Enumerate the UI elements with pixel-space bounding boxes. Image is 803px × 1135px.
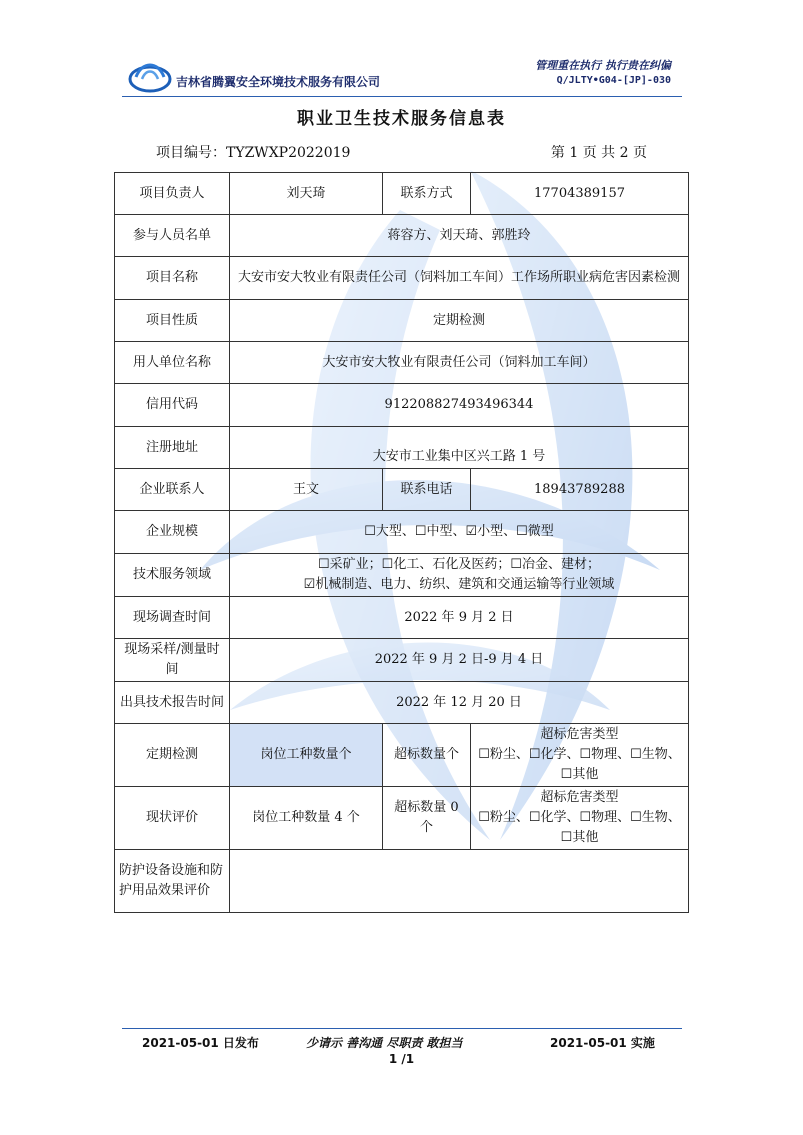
footer-divider <box>122 1028 682 1029</box>
hazard-title: 超标危害类型 <box>540 790 619 805</box>
label-cell: 技术服务领域 <box>115 554 230 597</box>
value-cell <box>230 554 689 597</box>
header-slogan: 管理重在执行 执行贵在纠偏 <box>535 59 671 72</box>
value-cell: 王文 <box>230 469 383 511</box>
table-row <box>115 724 689 787</box>
table-row <box>115 850 689 913</box>
label-cell: 参与人员名单 <box>115 215 230 257</box>
table-row <box>115 511 689 554</box>
value-cell: 17704389157 <box>471 173 689 215</box>
page-title: 职业卫生技术服务信息表 <box>297 109 506 129</box>
implement-date: 2021-05-01 实施 <box>550 1036 655 1050</box>
label-cell: 信用代码 <box>115 384 230 427</box>
label-cell: 项目负责人 <box>115 173 230 215</box>
label-cell: 企业联系人 <box>115 469 230 511</box>
company-name: 吉林省腾翼安全环境技术服务有限公司 <box>176 75 381 89</box>
domain-line-2: ☑机械制造、电力、纺织、建筑和交通运输等行业领域 <box>303 577 615 592</box>
value-cell: 大安市工业集中区兴工路 1 号 <box>230 427 689 469</box>
hazard-types: ☐粉尘、☐化学、☐物理、☐生物、☐其他 <box>478 747 681 782</box>
label-cell: 联系方式 <box>383 173 471 215</box>
label-cell: 项目名称 <box>115 257 230 300</box>
info-table <box>114 172 689 913</box>
value-cell: ☐大型、☐中型、☑小型、☐微型 <box>230 511 689 554</box>
table-row <box>115 639 689 682</box>
label-cell: 项目性质 <box>115 300 230 342</box>
domain-line-1: ☐采矿业；☐化工、石化及医药；☐冶金、建材； <box>318 557 600 572</box>
label-cell: 现场采样/测量时间 <box>115 639 230 682</box>
table-row <box>115 215 689 257</box>
header-divider <box>122 96 682 97</box>
table-row <box>115 257 689 300</box>
table-row <box>115 300 689 342</box>
value-cell: 2022 年 9 月 2 日 <box>230 597 689 639</box>
value-cell <box>230 850 689 913</box>
value-cell: 大安市安大牧业有限责任公司（饲料加工车间） <box>230 342 689 384</box>
table-row <box>115 554 689 597</box>
exceed-cell: 超标数量 0 个 <box>383 787 471 850</box>
footer-page-number: 1 /1 <box>388 1052 415 1066</box>
exceed-cell: 超标数量个 <box>383 724 471 787</box>
table-row <box>115 342 689 384</box>
hazard-types: ☐粉尘、☐化学、☐物理、☐生物、☐其他 <box>478 810 681 845</box>
label-cell: 现状评价 <box>115 787 230 850</box>
table-row <box>115 469 689 511</box>
label-cell: 用人单位名称 <box>115 342 230 384</box>
project-number: 项目编号：TYZWXP2022019 <box>156 145 351 161</box>
label-cell: 定期检测 <box>115 724 230 787</box>
hazard-title: 超标危害类型 <box>540 727 619 742</box>
document-code: Q/JLTY•G04-[JP]-030 <box>556 75 671 86</box>
company-logo <box>128 55 172 93</box>
footer-motto: 少请示 善沟通 尽职责 敢担当 <box>306 1036 463 1050</box>
table-row <box>115 384 689 427</box>
label-cell: 出具技术报告时间 <box>115 682 230 724</box>
table-row <box>115 682 689 724</box>
positions-cell: 岗位工种数量 4 个 <box>230 787 383 850</box>
hazard-cell <box>471 787 689 850</box>
value-cell: 刘天琦 <box>230 173 383 215</box>
label-cell: 企业规模 <box>115 511 230 554</box>
label-cell: 现场调查时间 <box>115 597 230 639</box>
table-row <box>115 787 689 850</box>
value-cell: 912208827493496344 <box>230 384 689 427</box>
value-cell: 定期检测 <box>230 300 689 342</box>
table-row <box>115 597 689 639</box>
publish-date: 2021-05-01 日发布 <box>142 1036 259 1050</box>
value-cell: 2022 年 9 月 2 日-9 月 4 日 <box>230 639 689 682</box>
value-cell: 18943789288 <box>471 469 689 511</box>
value-cell: 大安市安大牧业有限责任公司（饲料加工车间）工作场所职业病危害因素检测 <box>230 257 689 300</box>
value-cell: 蒋容方、刘天琦、郭胜玲 <box>230 215 689 257</box>
page-counter: 第 1 页 共 2 页 <box>550 145 647 161</box>
table-row <box>115 427 689 469</box>
label-cell: 防护设备设施和防护用品效果评价 <box>115 850 230 913</box>
table-row <box>115 173 689 215</box>
hazard-cell <box>471 724 689 787</box>
value-cell: 2022 年 12 月 20 日 <box>230 682 689 724</box>
positions-cell: 岗位工种数量个 <box>230 724 383 787</box>
label-cell: 联系电话 <box>383 469 471 511</box>
label-cell: 注册地址 <box>115 427 230 469</box>
